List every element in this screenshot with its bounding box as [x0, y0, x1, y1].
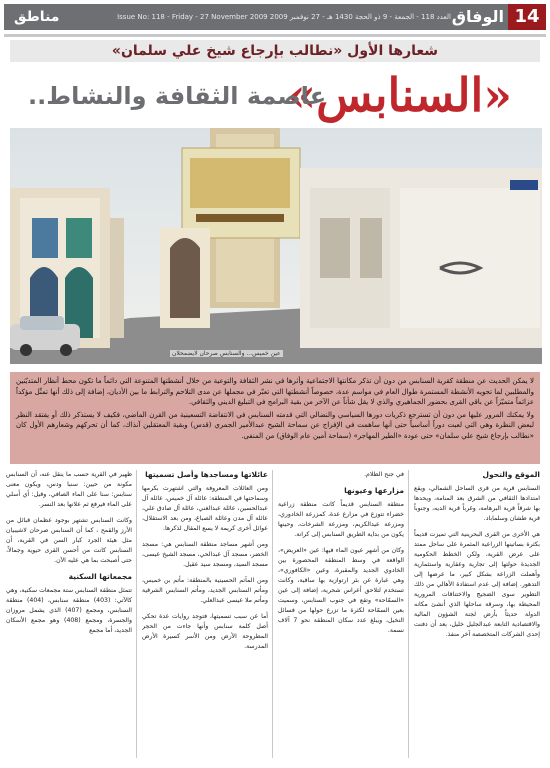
- column-divider: [136, 470, 137, 758]
- page-number: 14: [508, 4, 546, 30]
- header-divider: [4, 34, 546, 37]
- headline-main: «السنابس»: [287, 68, 512, 122]
- column-paragraph: تتمثل منطقة السنابس ستة مجمعات سكنية، وهي كالآتي: (403) منطقة سنابس، (404) منطقة السنابس، ومجمع (407) الذي يشمل مروزان والجسرة، ومجمع (408) وهو مجمع الأسكان الجديد، أما مجمع: [6, 587, 132, 634]
- column-paragraph: أما عن سبب تسميتها، فتوجد روايات عدة تحكي أصل كلمة سنابس وأنها جاءت من الحجر المطروحة الأرض ومن الأسر كسيرة الأرض المدرسة.: [142, 613, 268, 650]
- lead-paragraph: لا يمكن الحديث عن منطقة كقرية السنابس من دون أن تذكر مكانتها الاجتماعية وأثرها في نشر الثقافة والتوعية من خلال أنشطتها المتنوعة التي دائماً ما تكون محط أنظار المتديّنين والمطلبين لما تحويه الأنشطة المستمرة طوال العام في مواسم عدة، خصوصاً أنشطتها التي تعبّر في مجملها عن مدى التلاحم والترابط ما بين الأديان، إضافة إلى ذلك أنها تمثّل مؤكداً عزائماً متميّزاً عن باقي القرى بحضور الجماهيري والذي لا يقل شأناً عن الآخر من بقية البرامج في التبليغ الديني والثقافي.: [16, 377, 534, 406]
- column-heading: عائلاتها ومساجدها وأصل تسميتها: [145, 470, 268, 479]
- column-4: [6, 470, 132, 762]
- newspaper-logo: الوفاق: [451, 7, 504, 26]
- column-paragraph: وكان من أشهر عيون الماء فيها: عين «العريض»، الواقعة في وسط المنطقة المحصورة بين الخادوي الجديد والمقبرة، وعين «الكافوري»، وهي عبارة عن بئر ارتوازية بها ساقية، وكانت تستخدم لتلاحق أعراس شحرية، إضافة إلى عين «السمّاحة» وتقع في جنوب السنابس، وسميت بعين السمّاحة لكثرة ما تزرع حولها من فسائل النخيل، ويبلغ عدد سكان المنطقة نحو 7 آلاف نسمة.: [278, 547, 404, 634]
- lead-paragraph: ولا يمكنك المرور عليها من دون أن تسترجع ذكريات دورها السياسي والنضالي التي قدمته السنابس في الانتفاضة التسعينية من القرن الماضي، فكيف لا يستذكر ذلك أو يفتقد النظر لبعض النظرة وهي التي لعبت دوراً أساسياً حتى أنها ساهمت في الإفراج عن سماحة الشيخ عبدالأمير الجمري (قدس) وبقية المعتقلين آنذاك، كما أن تحركهم وشعارهم الأول كان «نطالب بإرجاع شيخ علي سلمان» حتى عودة «الطير المهاجر» (سماحة أمين عام الوفاق) من المنفى.: [16, 410, 534, 440]
- column-paragraph: وكانت السنابس تشتهر بوجود عظمان قبائل من الأرز والقمح ، كما أن السنابس صرحان لاشيبيان مثل هيئة الجرد كبار السن في القرية، أن السنابس كانت من أحسن القرى حيوية وجمالاً، حتى أصبحت بما هي عليه الآن.: [6, 517, 132, 564]
- column-paragraph: السنابس قرية من قرى الساحل الشمالي، ويقع امتدادها الثقافي من الشرق بعد المنامة، ويحدها بها شرقاً قرية البرهامة، وغرباً قرية الديه، وجنوباً قرية طشان وسلماباد.: [414, 485, 540, 522]
- column-2: [278, 470, 404, 762]
- column-paragraph: ومن المآتم الحسينية بالمنطقة: مأتم بن خميس، ومأتم السنابس الجديد، ومأتم السنابس الشرقية ومأتم ملا عيسى عبدالعلي.: [142, 577, 268, 604]
- column-paragraph: هي الأخرى من القرى البحرينية التي تميزت قديماً بكثرة بساتينها الزراعية المثمرة على ساحل ممتد على عرض القرية، ولكن الخطط الحكومية الجديدة حولتها إلى تجارية وعقارية واستثمارية وأهملت الزراعة بشكل كبير، ما عرضها إلى التدهور. إضافة إلى عدم استفادة الأهالي من ذلك التطوير سوى الضجيج والاختناقات المرورية المحيطة بها، وسرقة ساحلها الذي أنشئ مكانه الدولة حديثاً بأرض لجنة الشؤون المالية والاقتصادية التابعة عبدالجليل خليل، بعد أن دفنت إحدى الشركات المتخصصة آخر منفذ.: [414, 531, 540, 638]
- column-paragraph: منطقة السنابس قديماً كانت منطقة زراعية خضراء تتوزع في مزارع عدة، كمزرعة الخادوري، ومزرعة عيدالكريم، ومزرعة الشرخات، وحينها يكون من بداية الطريق السنابس إلى كرانة.: [278, 501, 404, 538]
- photo-caption: عين خميس... والسنابس صرحان لايضمحلان: [172, 350, 281, 357]
- article-headline: [10, 64, 540, 126]
- column-paragraph: ومن العائلات المعروفة والتي اشتهرت بكرمها وسماحتها في المنطقة: عائلة آل خميس، عائلة آل عبدالحسين، عائلة عبدالغني، عائلة آل صادق علي، عائلة آل مدن وعائلة الصباغ، ومن بعد الاستقلال، عوائل أخرى كريمة لا يسع المقال لذكرها.: [142, 485, 268, 532]
- headline-sub: عاصمة الثقافة والنشاط..: [28, 82, 327, 110]
- column-divider: [272, 470, 273, 758]
- column-heading: مزارعها وعيونها: [344, 486, 404, 495]
- column-paragraph: ظهير في القرية حسب ما ينقل عنه، أن السنابس مكونة من حيين: سنبا ودس، ويكون معنى سنابس: سنا على الماء الصافي، وقيل: أي أسلي على الماء فيرفع ثم علانها بعد النسر.: [6, 471, 132, 508]
- column-divider: [408, 470, 409, 758]
- column-heading: الموقع والتحول: [482, 470, 540, 479]
- column-heading: مجمعاتها السكنية: [68, 572, 132, 581]
- column-paragraph: ومن أشهر مساجد منطقة السنابس هي: مسجد الخضر، مسجد آل عبدالحي، مسجد الشيخ عيسى، مسجد السيد، ومسجد سيد عقيل.: [142, 541, 268, 568]
- article-kicker: شعارها الأول «نطالب بإرجاع شيخ علي سلمان»: [10, 40, 540, 62]
- issue-info: العدد 118 - الجمعة - 9 ذو الحجة 1430 هـ - 27 نوفمبر 2009 Issue No: 118 - Friday - 27 November 2009: [117, 13, 451, 21]
- section-name: مناطق: [14, 9, 60, 25]
- column-paragraph: في جنح الظلام.: [364, 471, 404, 478]
- lead-paragraph-box: [10, 372, 540, 464]
- article-photo: [10, 128, 542, 364]
- column-3: [142, 470, 268, 762]
- page-header-bar: [4, 4, 546, 30]
- street-scene-illustration: [10, 128, 542, 364]
- column-1: [414, 470, 540, 762]
- article-columns: [6, 470, 540, 762]
